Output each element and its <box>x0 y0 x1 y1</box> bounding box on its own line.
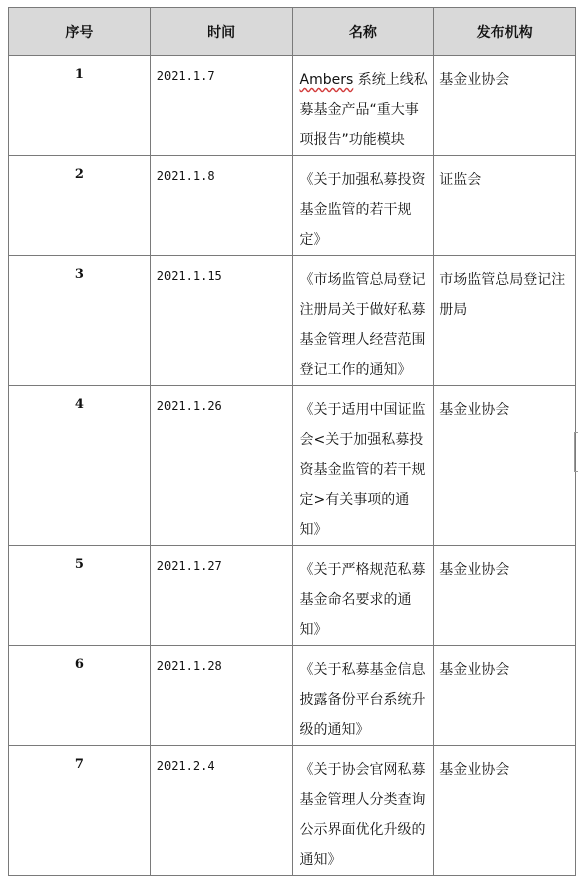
table-row <box>9 386 576 546</box>
cell-no: 7 <box>9 746 151 876</box>
cell-org: 基金业协会 <box>434 56 576 156</box>
cell-time: 2021.1.27 <box>150 546 292 646</box>
table-row <box>9 746 576 876</box>
table-row <box>9 546 576 646</box>
cell-time: 2021.1.26 <box>150 386 292 546</box>
cell-org: 证监会 <box>434 156 576 256</box>
spellcheck-word: Ambers <box>299 72 354 88</box>
cell-org: 市场监管总局登记注册局 <box>434 256 576 386</box>
cell-name <box>292 56 434 156</box>
cell-no: 5 <box>9 546 151 646</box>
table-row <box>9 256 576 386</box>
cell-name-text: 系统上线私募基金产品“重大事项报告”功能模块 <box>299 72 428 148</box>
table-row <box>9 56 576 156</box>
header-no: 序号 <box>9 8 151 56</box>
cell-org: 基金业协会 <box>434 386 576 546</box>
cell-no: 6 <box>9 646 151 746</box>
cell-name: 《关于适用中国证监会<关于加强私募投资基金监管的若干规定>有关事项的通知》 <box>292 386 434 546</box>
cell-org: 基金业协会 <box>434 646 576 746</box>
table-row <box>9 156 576 256</box>
cell-name: 《关于加强私募投资基金监管的若干规定》 <box>292 156 434 256</box>
cell-no: 1 <box>9 56 151 156</box>
cell-no: 3 <box>9 256 151 386</box>
cell-time: 2021.1.7 <box>150 56 292 156</box>
header-org: 发布机构 <box>434 8 576 56</box>
cell-no: 2 <box>9 156 151 256</box>
cell-time: 2021.1.8 <box>150 156 292 256</box>
header-row <box>9 8 576 56</box>
cell-name: 《市场监管总局登记注册局关于做好私募基金管理人经营范围登记工作的通知》 <box>292 256 434 386</box>
cell-time: 2021.1.28 <box>150 646 292 746</box>
cell-org: 基金业协会 <box>434 546 576 646</box>
table-header <box>9 8 576 56</box>
header-time: 时间 <box>150 8 292 56</box>
header-name: 名称 <box>292 8 434 56</box>
cell-no: 4 <box>9 386 151 546</box>
cell-time: 2021.1.15 <box>150 256 292 386</box>
regulation-table <box>8 7 576 876</box>
cell-name: 《关于严格规范私募基金命名要求的通知》 <box>292 546 434 646</box>
adjacent-table-edge <box>574 432 578 472</box>
cell-name: 《关于协会官网私募基金管理人分类查询公示界面优化升级的通知》 <box>292 746 434 876</box>
cell-org: 基金业协会 <box>434 746 576 876</box>
cell-name: 《关于私募基金信息披露备份平台系统升级的通知》 <box>292 646 434 746</box>
table-body <box>9 56 576 876</box>
cell-time: 2021.2.4 <box>150 746 292 876</box>
table-row <box>9 646 576 746</box>
